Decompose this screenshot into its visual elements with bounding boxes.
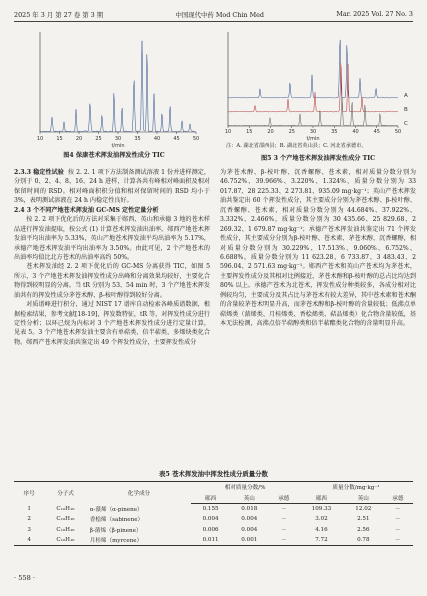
table-cell: C₁₀H₁₆ <box>56 526 75 533</box>
table-row <box>14 514 413 524</box>
table-row <box>14 503 413 514</box>
table-cell: 月桂烯（myrcene） <box>87 535 191 546</box>
figure5-note: 注：A. 湖北省邵西县；B. 湖北省英山县；C. 河北省承德市。 <box>226 143 367 149</box>
table-cell: β-蒎烯（β-pinene） <box>89 527 142 534</box>
left-column <box>14 168 210 347</box>
table-cell: 2.56 <box>357 526 370 533</box>
fig5-xlabel: t/min <box>306 136 320 142</box>
right-column <box>220 168 416 328</box>
fig5-series-label: A <box>404 93 408 99</box>
section-2-3-3-heading: 2.3.3 稳定性试验 <box>14 169 64 176</box>
table-cell: － <box>269 535 299 546</box>
fig5-tick-label: 50 <box>394 129 402 135</box>
fig4-trace <box>40 41 196 132</box>
table-cell: 0.004 <box>202 516 219 523</box>
fig4-tick-label: 40 <box>153 136 161 142</box>
fig5-tick-label: 30 <box>309 129 317 135</box>
table-cell: 3.02 <box>315 516 328 523</box>
table-cell: － <box>395 517 401 524</box>
table-cell: － <box>281 527 287 534</box>
sub-header: 英山 <box>344 492 383 503</box>
table-cell: 12.02 <box>355 505 372 512</box>
fig5-tick-label: 25 <box>288 129 295 135</box>
table-cell: － <box>395 527 401 534</box>
col-header-mass: 质量分数/mg·kg⁻¹ <box>299 482 413 493</box>
fig5-series-label: C <box>404 121 408 127</box>
fig5-tick-label: 45 <box>373 129 380 135</box>
table-cell: － <box>281 506 287 513</box>
table-cell: 0.004 <box>241 526 258 533</box>
table-cell: 0.78 <box>344 535 383 546</box>
table-cell: 1 <box>27 505 31 512</box>
fig4-tick-label: 30 <box>114 136 122 142</box>
fig4-xlabel: t/min <box>111 143 125 148</box>
fig5-trace <box>228 40 398 98</box>
paragraph-tic: 苍术挥发油经 2. 2 项下优化后的 GC-MS 分离获得 TIC，如图 5 所示，3 个产地苍术挥发油挥发性成分出峰和分离效果均较好，主要化合物得到较明显的分离。当 tR 分别为 53、54 min 时，3 个产地苍术挥发油共有的挥发性成分茅苍术醇、β-桉叶醇得到较好分离。 <box>14 263 210 299</box>
figure4-chromatogram <box>24 28 204 148</box>
table-cell: 0.004 <box>241 516 258 523</box>
table-cell: － <box>383 535 413 546</box>
fig5-tick-label: 35 <box>331 129 338 135</box>
table-cell: 2.51 <box>357 516 370 523</box>
table-cell: 0.006 <box>202 526 219 533</box>
fig5-series-label: B <box>404 107 408 113</box>
table-cell: 3 <box>27 526 31 533</box>
table-cell: 7.72 <box>299 535 344 546</box>
fig4-tick-label: 35 <box>134 136 141 142</box>
col-header-index: 序号 <box>14 482 44 504</box>
table-cell: C₁₀H₁₆ <box>56 505 75 512</box>
table-cell: 4 <box>14 535 44 546</box>
section-2-4-heading <box>14 206 210 215</box>
table-cell: α-蒎烯（α-pinene） <box>89 506 143 513</box>
table-row <box>14 525 413 535</box>
section-2-3-3-text: 按 2. 2. 1 项下方法制备测试溶液 1 份并进样测定，分别于 0、2、4、8、16、24 h 进样，计算各共有峰相对峰面积及相对保留时间的 RSD。相对峰面积积分值和相对保留时间的 RSD 均小于 3%，表明测试溶液在 24 h 内稳定性良好。 <box>14 169 210 205</box>
fig5-tick-label: 15 <box>246 129 253 135</box>
table5 <box>14 481 413 546</box>
fig4-tick-label: 10 <box>36 136 44 142</box>
stability-paragraph <box>14 168 210 206</box>
col-header-compound: 化学成分 <box>87 482 191 504</box>
sub-header: 承德 <box>269 492 299 503</box>
table-cell: 0.011 <box>191 535 230 546</box>
table-cell: 2 <box>27 516 31 523</box>
fig5-tick-label: 10 <box>224 129 232 135</box>
paragraph-composition: 为茅苍术醇、β-桉叶醇、沉香螺醇、苍术素，相对质量分数分别为 46.752%、39.966%、3.220%、1.324%，质量分数分别为 33 017.87、28 225.33、2 273.81、935.09 mg·kg⁻¹；英山产苍术挥发油共鉴定出 60 个挥发性成分，其主要成分分别为茅苍术醇、β-桉叶醇、沉香螺醇、苍术素，相对质量分数分别为 44.684%、37.922%、3.332%、2.466%，质量分数分别为 30 435.66、25 829.68、2 269.32、1 679.87 mg·kg⁻¹；承德产苍术挥发油共鉴定出 71 个挥发性成分，其主要成分分别为β-桉叶醇、苍术素、茅苍术醇、沉香螺醇，相对质量分数分别为 30.229%、17.513%、9.060%、6.752%、6.688%，质量分数分别为 11 623.28、6 733.87、3 483.43、2 596.04、2 571.63 mg·kg⁻¹。郧西产苍术和英山产苍术均为茅苍术，主要挥发性成分及其相对比例接近，茅苍术醇和β-桉叶醇的总占比均达到 80% 以上。承德产苍术为北苍术，挥发性成分种类较多，各成分相对比例较均匀，主要成分及其占比与茅苍术有较大差异，其中苍术素和苍术酮的含量较茅苍术明显升高，而茅苍术醇和β-桉叶醇的含量较低；低沸点单萜烯类（蒎烯类、月桂烯类、香桧烯类、萜品烯类）化合物含量较低，基本无法检测，高沸点倍半萜醇类和倍半萜酯类化合物的含量明显升高。 <box>220 169 416 327</box>
paragraph-yield: 按 2. 2 项下优化后的方法对采集于郧西、英山和承德 3 地的苍术样品进行挥发油提取，按公式 (1) 计算苍术挥发油出油率。郧西产地苍术挥发油平均出油率为 5.33%，英山产地苍术挥发油平均出油率为 5.17%，承德产地苍术挥发油平均出油率为 3.50%。由此可见，2 个产地苍术的出油率均值比北方苍术的出油率高约 50%。 <box>14 216 210 261</box>
fig5-tick-label: 20 <box>267 129 274 135</box>
fig4-tick-label: 45 <box>173 136 180 142</box>
fig5-tick-label: 40 <box>352 129 359 135</box>
table-cell: 0.155 <box>202 505 219 512</box>
header-center: 中国现代中药 Mod Chin Med <box>175 10 264 19</box>
fig4-tick-label: 15 <box>56 136 63 142</box>
table-cell: 0.001 <box>230 535 269 546</box>
table-cell: C₁₀H₁₆ <box>44 535 86 546</box>
fig4-tick-label: 20 <box>75 136 83 142</box>
running-header <box>14 8 413 20</box>
table5-title: 表5 苍术挥发油中挥发性成分质量分数 <box>159 470 268 478</box>
sub-header: 郧西 <box>299 492 344 503</box>
table-cell: － <box>281 517 287 524</box>
table-cell: 0.018 <box>241 505 258 512</box>
col-header-relative: 相对质量分数/% <box>191 482 299 493</box>
fig4-tick-label: 50 <box>192 136 200 142</box>
table-cell: 香桧烯（sabinene） <box>89 517 144 524</box>
table-cell: C₁₀H₁₆ <box>56 516 75 523</box>
table-cell: － <box>395 506 401 513</box>
header-right: Mar. 2025 Vol. 27 No. 3 <box>336 10 413 18</box>
fig4-tick-label: 25 <box>95 136 102 142</box>
figure5-caption: 图5 3 个产地苍术挥发油挥发性成分 TIC <box>260 155 376 162</box>
header-left: 2025 年 3 月 第 27 卷 第 3 期 <box>14 10 104 19</box>
header-rule <box>14 21 413 22</box>
sub-header: 英山 <box>230 492 269 503</box>
table-cell: 4.16 <box>315 526 328 533</box>
figure5-chromatogram <box>220 28 416 142</box>
table-row <box>14 535 413 546</box>
figure4-caption: 图4 保康苍术挥发油挥发性成分 TIC <box>63 152 165 159</box>
sub-header: 承德 <box>383 492 413 503</box>
section-2-4-heading-text: 2.4 3 个不同产地苍术挥发油 GC-MS 定性定量分析 <box>14 206 159 214</box>
col-header-formula: 分子式 <box>44 482 86 504</box>
table-cell: 109.33 <box>311 505 332 512</box>
page-number: · 558 · <box>14 574 35 582</box>
paragraph-identification: 对质谱峰进行积分，通过 NIST 17 谱库自动检索各峰质谱数据，根据检索结果，参考文献[18-19]，挥发数特征，tR 等，对挥发性成分进行定性分析；以环己烷为内标对 3 个产地苍术挥发性成分进行定量计算，见表 5。3 个产地苍术挥发油主要含有单萜类、倍半萜类、多烯炔类化合物。郧西产苍术挥发油共鉴定出 49 个挥发性成分，主要挥发性成分 <box>14 301 210 346</box>
sub-header: 郧西 <box>191 492 230 503</box>
